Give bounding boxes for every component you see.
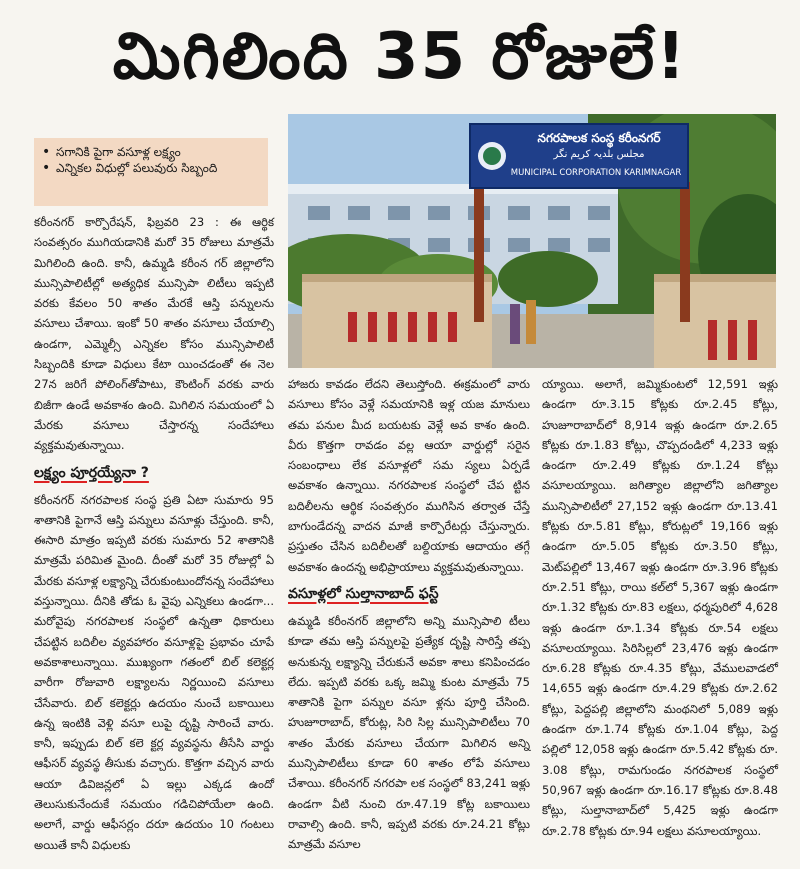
paragraph: య్యాయి. అలాగే, జమ్మికుంటలో 12,591 ఇళ్లు ఉండగా రూ.3.15 కోట్లకు రూ.2.45 కోట్లు, హుజూరాబాద్‌లో 8,914 ఇళ్లు ఉండగా రూ.2.65 కోట్లకు రూ.1.83 కోట్లు, చొప్పదండిలో 4,233 ఇళ్లు ఉండగా రూ.2.49 కోట్లకు రూ.1.24 కోట్లు వసూలయ్యాయి. జగిత్యాల జిల్లాలోని జగిత్యాల మున్సిపాలిటీలో 27,152 ఇళ్లు ఉండగా రూ.13.41 కోట్లకు రూ.5.81 కోట్లు, కోరుట్లలో 19,166 ఇళ్లు ఉండగా రూ.5.05 కోట్లకు రూ.3.50 కోట్లు, మెట్‌పల్లిలో 13,467 ఇళ్లు ఉండగా రూ.3.96 కోట్లకు రూ.2.51 కోట్లు, రాయి కల్‌లో 5,367 ఇళ్లు ఉండగా రూ.1.32 కోట్లకు రూ.83 లక్షలు, ధర్మపురిలో 4,628 ఇళ్లు ఉండగా రూ.1.34 కోట్లకు రూ.54 లక్షలు వసూలయ్యాయి. సిరిసిల్లలో 23,476 ఇళ్లు ఉండగా రూ.6.28 కోట్లకు రూ.4.35 కోట్లు, వేములవాడలో 14,655 ఇళ్లు ఉండగా రూ.4.29 కోట్లకు రూ.2.62 కోట్లు, పెద్దపల్లి జిల్లాలోని మంథనిలో 5,089 ఇళ్లు ఉండగా రూ.1.74 కోట్లకు రూ.1.04 కోట్లు, పెద్ద పల్లిలో 12,058 ఇళ్లు ఉండగా రూ.5.42 కోట్లకు రూ. 3.08 కోట్లు, రామగుండం నగరపాలక సంస్థలో 50,967 ఇళ్లు ఉండగా రూ.16.17 కోట్లకు రూ.8.48 కోట్లు, సుల్తానాబాద్‌లో 5,425 ఇళ్లు ఉండగా రూ.2.78 కోట్లకు రూ.94 లక్షలు వసూలయ్యాయి. [542, 377, 778, 838]
sign-text-english: MUNICIPAL CORPORATION KARIMNAGAR [510, 168, 682, 178]
highlight-item: • ఎన్నికల విధుల్లో పలువురు సిబ్బంది [42, 160, 262, 176]
column-2 [288, 374, 530, 855]
news-photo [288, 114, 776, 368]
subheading: వసూళ్లలో సుల్తానాబాద్ ఫస్ట్ [288, 585, 439, 602]
sign-text-telugu: నగరపాలక సంస్థ కరీంనగర్ [537, 131, 661, 145]
column-1 [34, 212, 274, 855]
paragraph: కరీంనగర్ నగరపాలక సంస్థ ప్రతి ఏటా సుమారు 95 శాతానికి పైగానే ఆస్తి పన్నులు వసూళ్లు చేస్తుంది. కానీ, ఈసారి మాత్రం ఇప్పటి వరకు సుమారు 52 శాతానికి మాత్రమే పరిమిత మైంది. దీంతో మరో 35 రోజుల్లో ఏ మేరకు వసూళ్ల లక్ష్యాన్ని చేరుకుంటుందోనన్న సందేహాలు వస్తున్నాయి. దీనికి తోడు ఓ వైపు ఎన్నికలు ఉండగా... మరోవైపు నగరపాలక సంస్థలో ఉన్నతా ధికారులు చేపట్టిన బదిలీల వ్యవహారం వసూళ్లపై ప్రభావం చూపే అవకాశాలున్నాయి. ముఖ్యంగా గతంలో బిల్ కలెక్టర్ల వారీగా రోజువారి లక్ష్యాలను నిర్ణయించి వసూలు చేసేవారు. బిల్ కలెక్టర్లు ఉదయం నుంచే బకాయిలు ఉన్న ఇంటికి వెళ్లి వసూ లుపై దృష్టి సారించే వారు. కానీ, ఇప్పుడు బిల్ కలె క్టర్ల వ్యవస్థను తీసేసి వార్డు ఆఫీసర్ వ్యవస్థ తీసుకు వచ్చారు. కొత్తగా వచ్చిన వారు ఆయా డివిజన్లలో ఏ ఇల్లు ఎక్కడ ఉందో తెలుసుకునేందుకే సమయం గడిచిపోయేలా ఉంది. అలాగే, వార్డు ఆఫీసర్లం దరూ ఉదయం 10 గంటలు అయితే కానీ విధులకు [34, 492, 274, 852]
sign-text-urdu: مجلس بلدیہ کریم نگر [553, 149, 645, 160]
column-3 [542, 374, 778, 841]
paragraph: హాజరు కావడం లేదని తెలుస్తోంది. ఈక్రమంలో వారు వసూలు కోసం వెళ్లే సమయానికి ఇళ్ల యజ మానులు తమ పనుల మీద బయటకు వెళ్లే అవ కాశం ఉంది. వీరు కొత్తగా రావడం వల్ల ఆయా వార్డుల్లో సరైన సంబంధాలు లేక వసూళ్లలో సమ స్యలు ఏర్పడే అవకాశం ఉన్నాయి. నగరపాలక సంస్థలో చేప ట్టిన బదిలీలను ఆర్థిక సంవత్సరం ముగిసిన తర్వాత చేస్తే బాగుండేదన్న వాదన మాజీ కార్పొరేటర్లు చేస్తున్నారు. ప్రస్తుతం చేసిన బదిలీలతో బల్దియాకు ఆదాయం తగ్గే అవకాశం ఉందన్న అభిప్రాయాలు వ్యక్తమవుతున్నాయి. [288, 377, 530, 574]
paragraph: ఉమ్మడి కరీంనగర్ జిల్లాలోని అన్ని మున్సిపాలి టీలు కూడా తమ ఆస్తి పన్నులపై ప్రత్యేక దృష్టి సారిస్తే తప్ప అనుకున్న లక్ష్యాన్ని చేరుకునే అవకా శాలు కనిపించడం లేదు. ఇప్పటి వరకు ఒక్క జమ్మి కుంట మాత్రమే 75 శాతానికి పైగా పన్నుల వసూ ళ్లను పూర్తి చేసింది. హుజూరాబాద్, కోరుట్ల, సిరి సిల్ల మున్సిపాలిటీలు 70 శాతం మేరకు వసూలు చేయగా మిగిలిన అన్ని మున్సిపాలిటీలు కూడా 60 శాతం లోపే వసూలు చేశాయి. కరీంనగర్ నగరపా లక సంస్థలో 83,241 ఇళ్లు ఉండగా వీటి నుంచి రూ.47.19 కోట్ల బకాయిలు రావాల్సి ఉంది. కానీ, ఇప్పటి వరకు రూ.24.21 కోట్లు మాత్రమే వసూల [288, 613, 530, 852]
highlight-item: • సగానికి పైగా వసూళ్ల లక్ష్యం [42, 144, 262, 160]
paragraph: కరీంనగర్ కార్పొరేషన్, ఫిబ్రవరి 23 : ఈ ఆర్థిక సంవత్సరం ముగియడానికి మరో 35 రోజులు మాత్రమే మిగిలింది ఉంది. కానీ, ఉమ్మడి కరీంన గర్ జిల్లాలోని మున్సిపాలిటీల్లో అత్యధిక మున్సిపా లిటీలు ఇప్పటి వరకు కేవలం 50 శాతం మేరకే ఆస్తి పన్నులను వసూలు చేశాయి. ఇంకో 50 శాతం వసూలు చేయాల్సి ఉండగా, ఎమ్మెల్సీ ఎన్నికల కోసం మున్సిపాలిటీ సిబ్బందికి కూడా విధులు కేటా యించడంతో ఈ నెల 27న జరిగే పోలింగ్‌తోపాటు, కౌంటింగ్ వరకు వారు బిజీగా ఉండే అవకాశం ఉంది. మిగిలిన సమయంలో ఏ మేరకు వసూలు చేస్తారన్న సందేహాలు వ్యక్తమవుతున్నాయి. [34, 215, 274, 453]
highlights-box [34, 138, 268, 206]
headline: మిగిలింది 35 రోజులే! [112, 20, 688, 94]
subheading: లక్ష్యం పూర్తయ్యేనా ? [34, 464, 149, 481]
